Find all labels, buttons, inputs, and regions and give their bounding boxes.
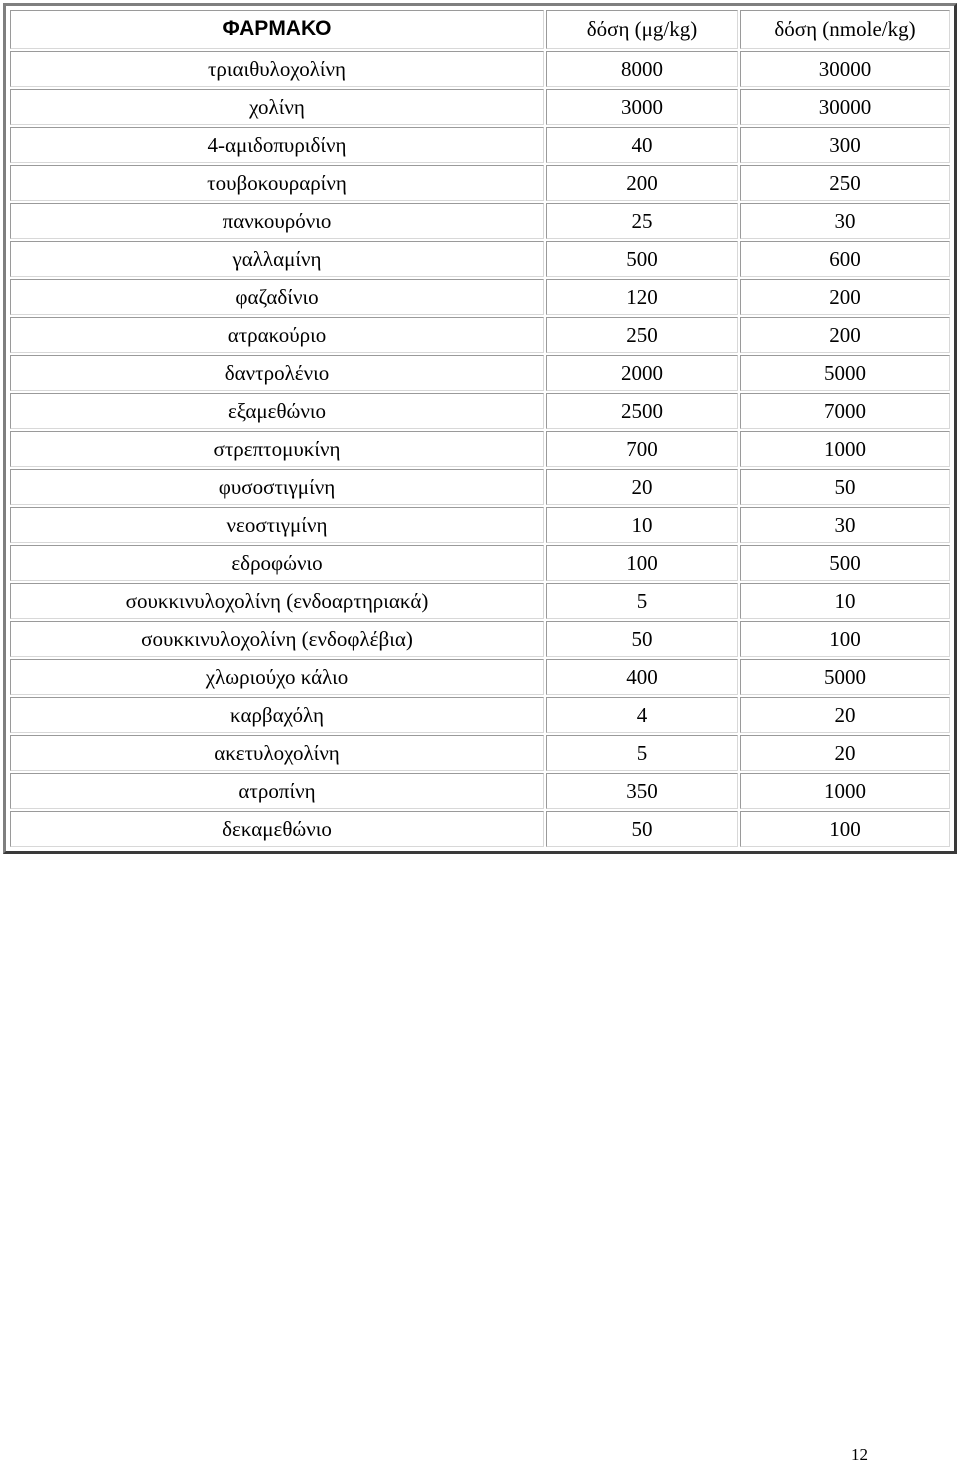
cell-dose-nmole: 20 — [740, 735, 950, 771]
drug-dose-table — [8, 8, 952, 849]
table-header-row — [10, 10, 950, 49]
cell-drug: νεοστιγμίνη — [10, 507, 544, 543]
cell-dose-ug: 50 — [546, 621, 738, 657]
cell-drug: τριαιθυλοχολίνη — [10, 51, 544, 87]
cell-dose-nmole: 10 — [740, 583, 950, 619]
cell-drug: δεκαμεθώνιο — [10, 811, 544, 847]
table-row — [10, 583, 950, 619]
cell-drug: φαζαδίνιο — [10, 279, 544, 315]
cell-dose-nmole: 500 — [740, 545, 950, 581]
cell-dose-ug: 100 — [546, 545, 738, 581]
table-row — [10, 89, 950, 125]
table-row — [10, 393, 950, 429]
cell-drug: ατρακούριο — [10, 317, 544, 353]
cell-dose-nmole: 200 — [740, 279, 950, 315]
cell-drug: χλωριούχο κάλιο — [10, 659, 544, 695]
cell-drug: στρεπτομυκίνη — [10, 431, 544, 467]
table-row — [10, 735, 950, 771]
cell-dose-ug: 700 — [546, 431, 738, 467]
drug-dose-table-frame — [3, 3, 957, 854]
cell-dose-ug: 200 — [546, 165, 738, 201]
table-row — [10, 621, 950, 657]
cell-dose-nmole: 20 — [740, 697, 950, 733]
table-row — [10, 241, 950, 277]
table-row — [10, 431, 950, 467]
cell-drug: καρβαχόλη — [10, 697, 544, 733]
cell-dose-ug: 5 — [546, 583, 738, 619]
cell-dose-ug: 25 — [546, 203, 738, 239]
cell-dose-ug: 40 — [546, 127, 738, 163]
table-row — [10, 355, 950, 391]
cell-dose-ug: 4 — [546, 697, 738, 733]
cell-drug: ακετυλοχολίνη — [10, 735, 544, 771]
cell-dose-nmole: 100 — [740, 811, 950, 847]
table-row — [10, 659, 950, 695]
table-row — [10, 51, 950, 87]
cell-drug: εδροφώνιο — [10, 545, 544, 581]
cell-dose-nmole: 250 — [740, 165, 950, 201]
cell-dose-ug: 400 — [546, 659, 738, 695]
header-dose-nmole: δόση (nmole/kg) — [740, 10, 950, 49]
table-row — [10, 697, 950, 733]
cell-dose-nmole: 100 — [740, 621, 950, 657]
cell-dose-nmole: 30000 — [740, 89, 950, 125]
cell-dose-nmole: 1000 — [740, 773, 950, 809]
cell-drug: δαντρολένιο — [10, 355, 544, 391]
cell-dose-ug: 2000 — [546, 355, 738, 391]
cell-dose-nmole: 5000 — [740, 355, 950, 391]
cell-dose-nmole: 30 — [740, 507, 950, 543]
cell-dose-ug: 250 — [546, 317, 738, 353]
table-row — [10, 773, 950, 809]
cell-dose-nmole: 300 — [740, 127, 950, 163]
cell-dose-nmole: 1000 — [740, 431, 950, 467]
table-row — [10, 507, 950, 543]
cell-drug: εξαμεθώνιο — [10, 393, 544, 429]
cell-dose-ug: 3000 — [546, 89, 738, 125]
table-row — [10, 545, 950, 581]
table-row — [10, 127, 950, 163]
table-row — [10, 811, 950, 847]
cell-dose-nmole: 50 — [740, 469, 950, 505]
cell-dose-nmole: 5000 — [740, 659, 950, 695]
cell-dose-ug: 5 — [546, 735, 738, 771]
cell-drug: χολίνη — [10, 89, 544, 125]
cell-dose-ug: 500 — [546, 241, 738, 277]
table-body — [10, 51, 950, 847]
cell-dose-nmole: 7000 — [740, 393, 950, 429]
header-drug: ΦΑΡΜΑΚΟ — [10, 10, 544, 49]
cell-dose-ug: 8000 — [546, 51, 738, 87]
table-row — [10, 317, 950, 353]
cell-drug: ατροπίνη — [10, 773, 544, 809]
cell-drug: φυσοστιγμίνη — [10, 469, 544, 505]
cell-dose-ug: 350 — [546, 773, 738, 809]
header-dose-ug: δόση (μg/kg) — [546, 10, 738, 49]
table-row — [10, 279, 950, 315]
cell-dose-nmole: 600 — [740, 241, 950, 277]
table-row — [10, 165, 950, 201]
cell-dose-ug: 20 — [546, 469, 738, 505]
page-number: 12 — [851, 1445, 868, 1464]
cell-drug: γαλλαμίνη — [10, 241, 544, 277]
cell-dose-ug: 50 — [546, 811, 738, 847]
cell-dose-nmole: 30000 — [740, 51, 950, 87]
cell-dose-nmole: 200 — [740, 317, 950, 353]
cell-dose-ug: 10 — [546, 507, 738, 543]
table-row — [10, 203, 950, 239]
cell-dose-ug: 2500 — [546, 393, 738, 429]
cell-dose-nmole: 30 — [740, 203, 950, 239]
cell-drug: τουβοκουραρίνη — [10, 165, 544, 201]
cell-drug: 4-αμιδοπυριδίνη — [10, 127, 544, 163]
cell-drug: σουκκινυλοχολίνη (ενδοφλέβια) — [10, 621, 544, 657]
cell-dose-ug: 120 — [546, 279, 738, 315]
table-row — [10, 469, 950, 505]
cell-drug: πανκουρόνιο — [10, 203, 544, 239]
cell-drug: σουκκινυλοχολίνη (ενδοαρτηριακά) — [10, 583, 544, 619]
